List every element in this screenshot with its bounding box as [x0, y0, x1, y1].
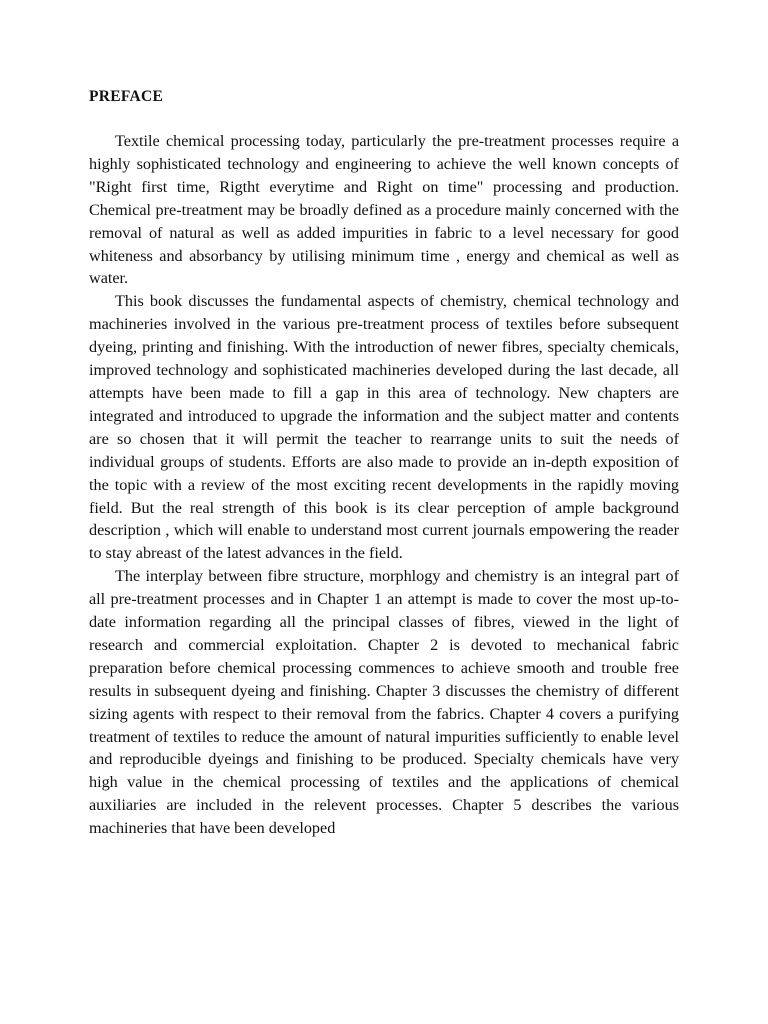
preface-paragraph-2: This book discusses the fundamental aspects of chemistry, chemical technology and machineries involved in the various pre-treatment process of textiles before subsequent dyeing, printing and finishing. With the introduction of newer fibres, specialty chemicals, improved technology and sophisticated machineries developed during the last decade, all attempts have been made to fill a gap in this area of technology. New chapters are integrated and introduced to upgrade the information and the subject matter and contents are so chosen that it will permit the teacher to rearrange units to suit the needs of individual groups of students. Efforts are also made to provide an in-depth exposition of the topic with a review of the most exciting recent developments in the rapidly moving field. But the real strength of this book is its clear perception of ample background description , which will enable to understand most current journals empowering the reader to stay abreast of the latest advances in the field. [89, 292, 679, 563]
preface-paragraph-3: The interplay between fibre structure, morphlogy and chemistry is an integral part of all pre-treatment processes and in Chapter 1 an attempt is made to cover the most up-to-date information regarding all the principal classes of fibres, viewed in the light of research and commercial exploitation. Chapter 2 is devoted to mechanical fabric preparation before chemical processing commences to achieve smooth and trouble free results in subsequent dyeing and finishing. Chapter 3 discusses the chemistry of different sizing agents with respect to their removal from the fabrics. Chapter 4 covers a purifying treatment of textiles to reduce the amount of natural impurities sufficiently to enable level and reproducible dyeings and finishing to be produced. Specialty chemicals have very high value in the chemical processing of textiles and the applications of chemical auxiliaries are included in the relevent processes. Chapter 5 describes the various machineries that have been developed [89, 567, 679, 838]
preface-heading: PREFACE [89, 88, 164, 105]
preface-body [89, 130, 679, 840]
preface-paragraph-1: Textile chemical processing today, particularly the pre-treatment processes require a highly sophisticated technology and engineering to achieve the well known concepts of "Right first time, Rigtht everytime and Right on time" processing and production. Chemical pre-treatment may be broadly defined as a procedure mainly concerned with the removal of natural as well as added impurities in fabric to a level necessary for good whiteness and absorbancy by utilising minimum time , energy and chemical as well as water. [89, 132, 679, 288]
